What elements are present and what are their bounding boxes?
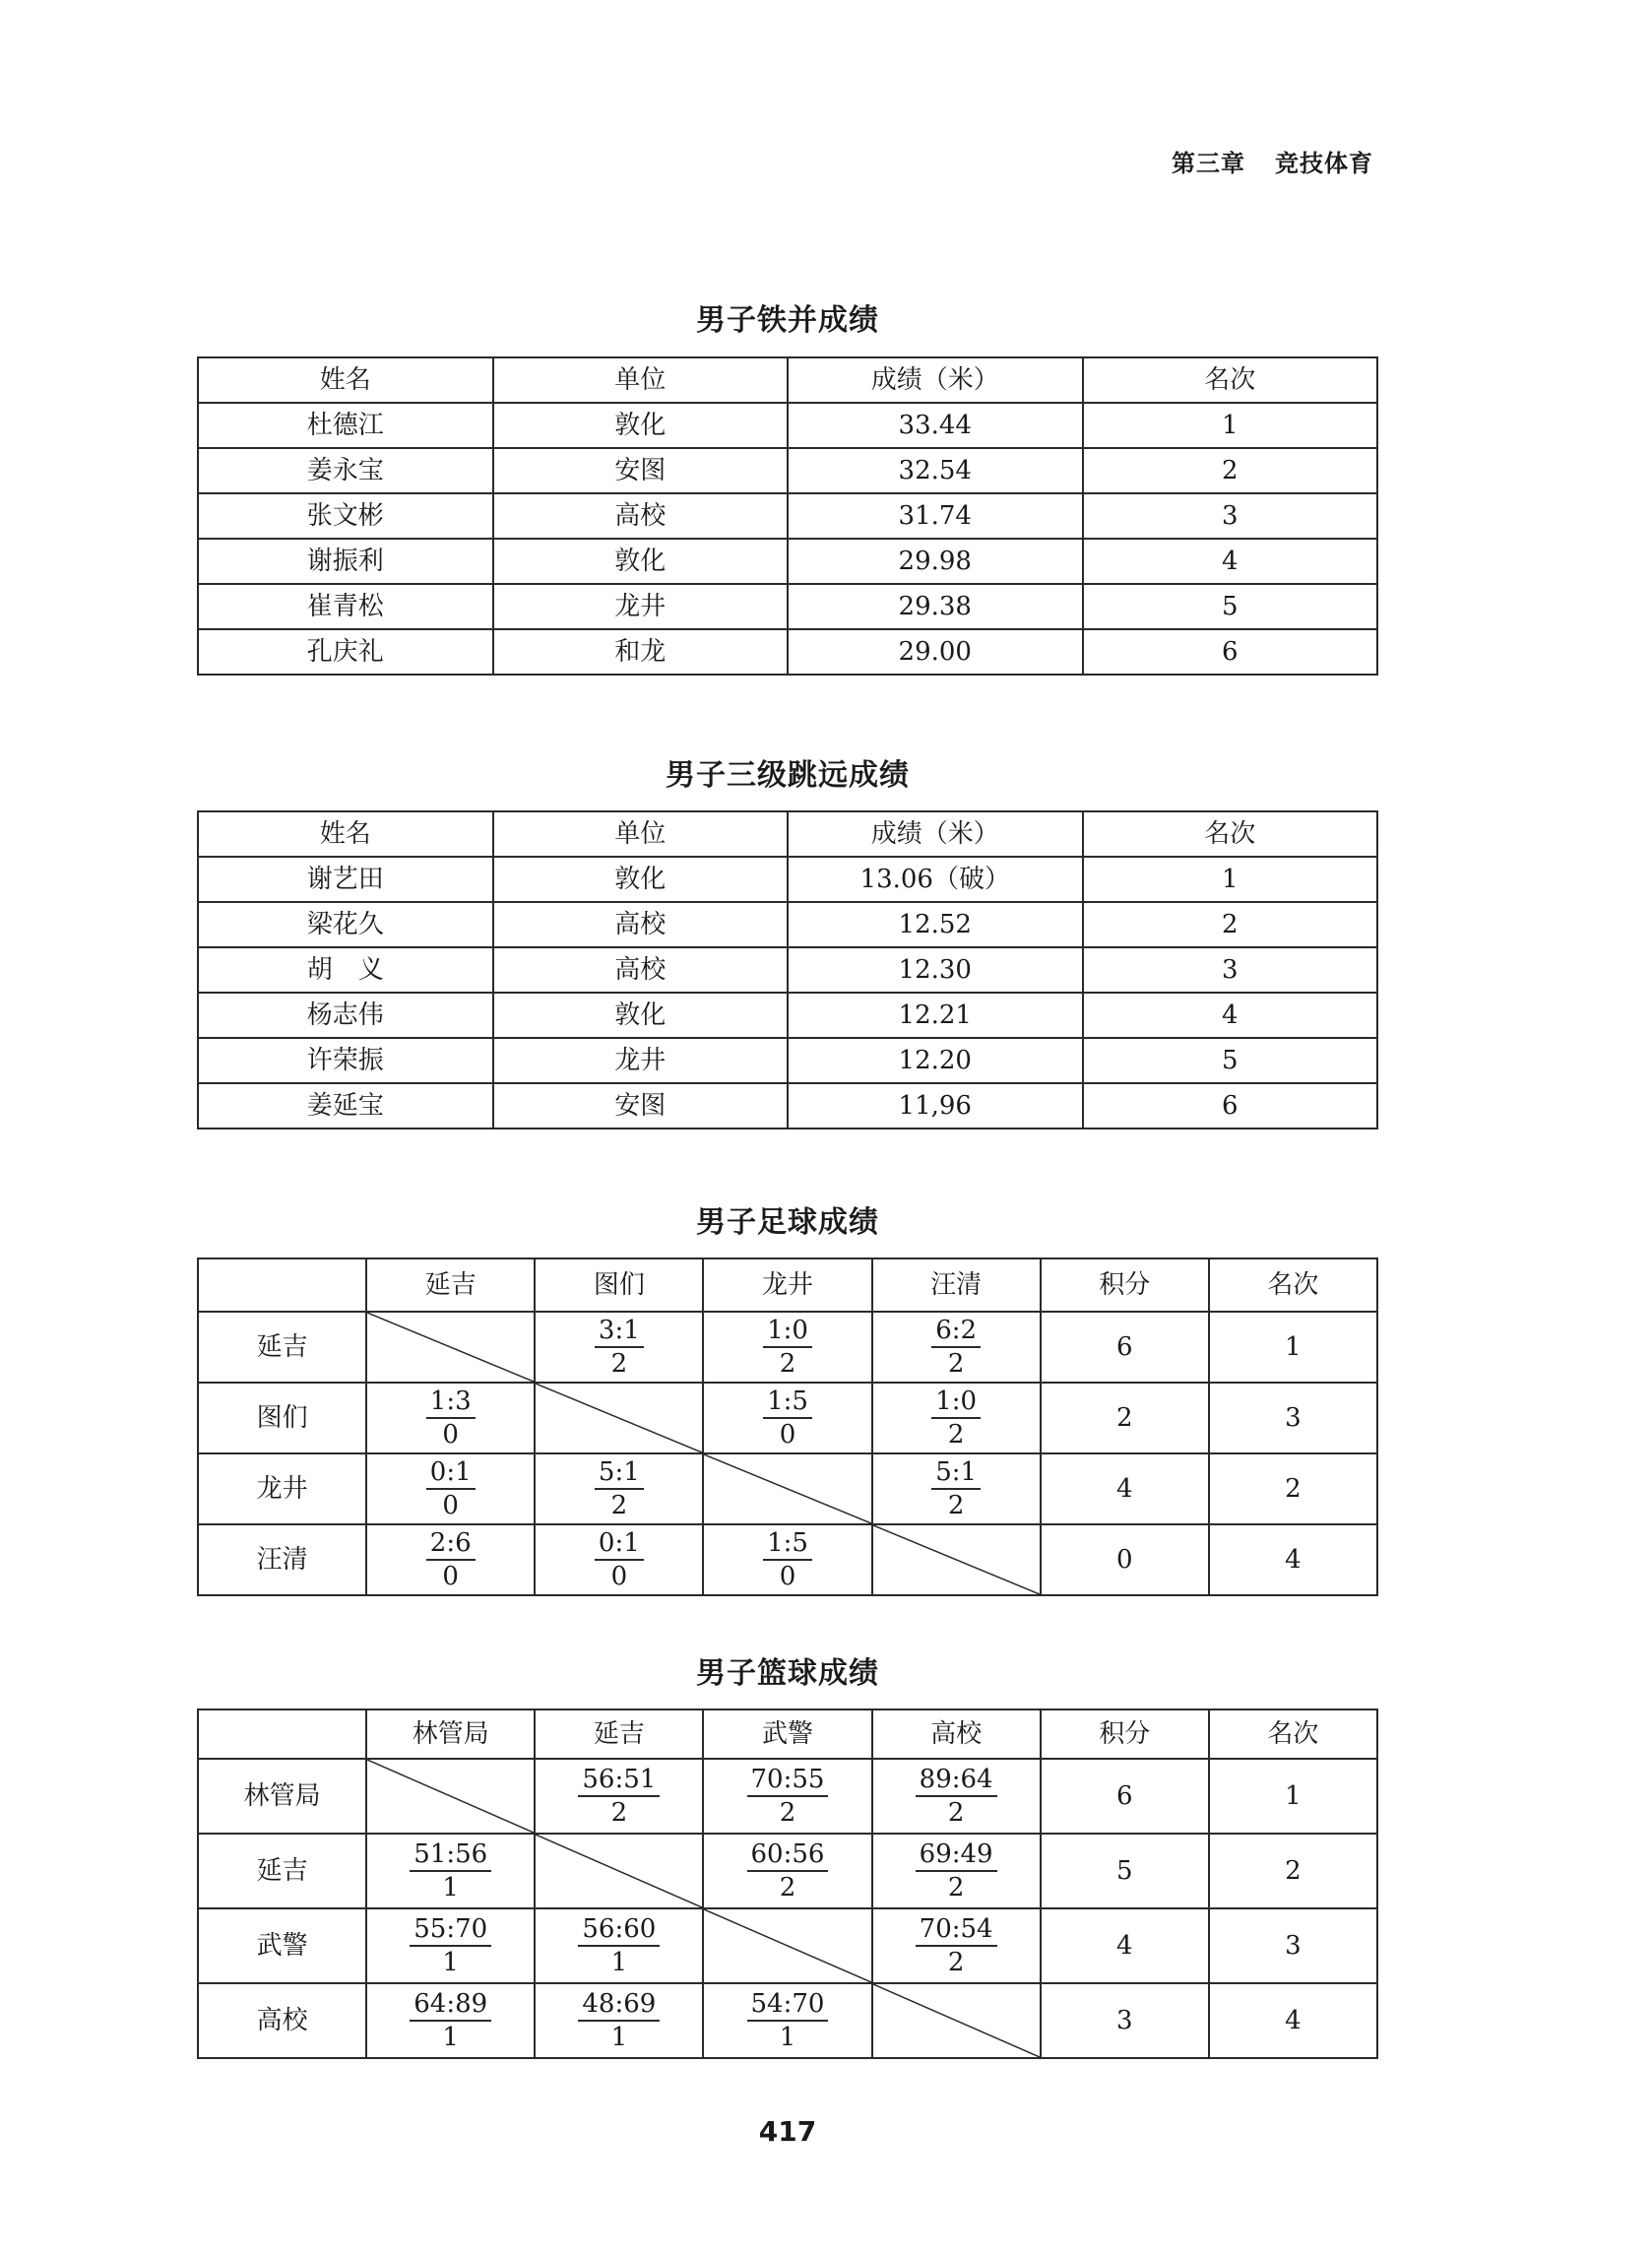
table-cell: 3 xyxy=(1083,493,1378,539)
table-cell: 敦化 xyxy=(493,857,789,902)
table-row xyxy=(198,902,1377,947)
team-name: 汪清 xyxy=(198,1524,366,1595)
page-number: 417 xyxy=(758,2115,817,2148)
table-row xyxy=(198,1038,1377,1083)
table-row xyxy=(198,629,1377,675)
match-score: 1:3 xyxy=(426,1388,476,1419)
column-header: 高校 xyxy=(872,1709,1041,1759)
match-points: 2 xyxy=(947,1349,965,1379)
table-cell: 许荣振 xyxy=(198,1038,493,1083)
table-row xyxy=(198,1983,1377,2058)
final-rank: 2 xyxy=(1209,1834,1377,1908)
match-points: 1 xyxy=(610,2023,628,2052)
shot-put-table xyxy=(197,356,1378,676)
score-cell xyxy=(872,1759,1041,1834)
table-cell: 杜德江 xyxy=(198,403,493,448)
score-cell xyxy=(703,1312,871,1383)
table-cell: 29.98 xyxy=(788,539,1083,584)
match-points: 2 xyxy=(779,1349,796,1379)
table-cell: 29.38 xyxy=(788,584,1083,629)
match-score: 54:70 xyxy=(747,1991,829,2022)
table-row xyxy=(198,947,1377,993)
table-cell: 梁花久 xyxy=(198,902,493,947)
diagonal-cell xyxy=(366,1312,535,1383)
table-cell: 和龙 xyxy=(493,629,789,675)
match-points: 2 xyxy=(947,1491,965,1520)
table-cell: 4 xyxy=(1083,993,1378,1038)
total-points: 4 xyxy=(1041,1908,1209,1983)
table-cell: 6 xyxy=(1083,1083,1378,1128)
column-header: 名次 xyxy=(1083,357,1378,403)
column-header: 积分 xyxy=(1041,1258,1209,1312)
score-fraction xyxy=(763,1388,812,1448)
football-title: 男子足球成绩 xyxy=(696,1205,879,1240)
match-points: 0 xyxy=(779,1562,796,1591)
table-cell: 张文彬 xyxy=(198,493,493,539)
match-score: 1:0 xyxy=(931,1388,981,1419)
match-score: 56:51 xyxy=(578,1767,660,1797)
score-cell xyxy=(366,1834,535,1908)
table-cell: 12.21 xyxy=(788,993,1083,1038)
table-row xyxy=(198,1908,1377,1983)
table-cell: 高校 xyxy=(493,902,789,947)
score-cell xyxy=(535,1312,703,1383)
match-points: 2 xyxy=(947,1948,965,1977)
match-score: 0:1 xyxy=(426,1459,476,1490)
match-points: 0 xyxy=(442,1562,459,1591)
triple-jump-title: 男子三级跳远成绩 xyxy=(666,758,910,793)
table-cell: 12.52 xyxy=(788,902,1083,947)
team-name: 高校 xyxy=(198,1983,366,2058)
table-cell: 4 xyxy=(1083,539,1378,584)
score-fraction xyxy=(578,1916,660,1975)
table-row xyxy=(198,993,1377,1038)
basketball-table xyxy=(197,1709,1378,2059)
match-points: 2 xyxy=(779,1873,796,1902)
match-points: 2 xyxy=(610,1349,628,1379)
table-cell: 杨志伟 xyxy=(198,993,493,1038)
match-score: 89:64 xyxy=(916,1767,997,1797)
table-header-row xyxy=(198,1709,1377,1759)
match-score: 1:5 xyxy=(763,1388,812,1419)
triple-jump-table xyxy=(197,810,1378,1129)
diagonal-cell xyxy=(703,1908,871,1983)
table-header-row xyxy=(198,357,1377,403)
score-fraction xyxy=(426,1388,476,1448)
column-header: 延吉 xyxy=(535,1709,703,1759)
match-score: 48:69 xyxy=(578,1991,660,2022)
basketball-title: 男子篮球成绩 xyxy=(696,1656,879,1691)
table-cell: 安图 xyxy=(493,1083,789,1128)
score-fraction xyxy=(931,1459,981,1518)
diagonal-cell xyxy=(872,1983,1041,2058)
table-cell: 2 xyxy=(1083,902,1378,947)
table-cell: 11,96 xyxy=(788,1083,1083,1128)
column-header: 姓名 xyxy=(198,811,493,857)
score-fraction xyxy=(916,1767,997,1826)
score-cell xyxy=(366,1908,535,1983)
match-points: 2 xyxy=(947,1873,965,1902)
column-header: 林管局 xyxy=(366,1709,535,1759)
table-row xyxy=(198,539,1377,584)
score-fraction xyxy=(916,1916,997,1975)
score-fraction xyxy=(426,1530,476,1589)
total-points: 4 xyxy=(1041,1453,1209,1524)
table-cell: 3 xyxy=(1083,947,1378,993)
column-header: 成绩（米） xyxy=(788,357,1083,403)
total-points: 3 xyxy=(1041,1983,1209,2058)
team-name: 龙井 xyxy=(198,1453,366,1524)
score-cell xyxy=(703,1383,871,1453)
match-points: 1 xyxy=(779,2023,796,2052)
table-cell: 5 xyxy=(1083,584,1378,629)
football-table xyxy=(197,1257,1378,1596)
column-header: 龙井 xyxy=(703,1258,871,1312)
score-cell xyxy=(366,1524,535,1595)
match-score: 70:54 xyxy=(916,1916,997,1947)
table-cell: 龙井 xyxy=(493,584,789,629)
final-rank: 4 xyxy=(1209,1524,1377,1595)
table-cell: 安图 xyxy=(493,448,789,493)
match-points: 0 xyxy=(779,1420,796,1450)
table-cell: 敦化 xyxy=(493,403,789,448)
diagonal-cell xyxy=(703,1453,871,1524)
total-points: 2 xyxy=(1041,1383,1209,1453)
match-points: 2 xyxy=(947,1798,965,1828)
table-cell: 1 xyxy=(1083,857,1378,902)
table-cell: 32.54 xyxy=(788,448,1083,493)
score-fraction xyxy=(763,1318,812,1377)
table-cell: 29.00 xyxy=(788,629,1083,675)
score-cell xyxy=(366,1383,535,1453)
diagonal-cell xyxy=(535,1383,703,1453)
match-score: 5:1 xyxy=(595,1459,644,1490)
score-cell xyxy=(366,1983,535,2058)
score-cell xyxy=(535,1524,703,1595)
table-cell: 敦化 xyxy=(493,993,789,1038)
match-score: 51:56 xyxy=(410,1841,491,1872)
diagonal-cell xyxy=(535,1834,703,1908)
column-header: 成绩（米） xyxy=(788,811,1083,857)
total-points: 6 xyxy=(1041,1312,1209,1383)
diagonal-cell xyxy=(872,1524,1041,1595)
table-cell: 31.74 xyxy=(788,493,1083,539)
total-points: 6 xyxy=(1041,1759,1209,1834)
score-cell xyxy=(703,1834,871,1908)
column-header: 名次 xyxy=(1083,811,1378,857)
score-cell xyxy=(535,1759,703,1834)
final-rank: 3 xyxy=(1209,1383,1377,1453)
table-row xyxy=(198,448,1377,493)
match-score: 60:56 xyxy=(747,1841,829,1872)
score-cell xyxy=(535,1908,703,1983)
score-fraction xyxy=(426,1459,476,1518)
match-points: 1 xyxy=(442,1948,459,1977)
section-label: 竞技体育 xyxy=(1275,150,1373,177)
table-cell: 12.20 xyxy=(788,1038,1083,1083)
table-cell: 胡 义 xyxy=(198,947,493,993)
score-fraction xyxy=(410,1841,491,1901)
score-fraction xyxy=(916,1841,997,1901)
table-row xyxy=(198,403,1377,448)
table-cell: 龙井 xyxy=(493,1038,789,1083)
table-cell: 姜延宝 xyxy=(198,1083,493,1128)
table-cell: 2 xyxy=(1083,448,1378,493)
table-header-row xyxy=(198,811,1377,857)
table-cell: 12.30 xyxy=(788,947,1083,993)
final-rank: 1 xyxy=(1209,1312,1377,1383)
match-score: 55:70 xyxy=(410,1916,491,1947)
column-header: 单位 xyxy=(493,811,789,857)
table-row xyxy=(198,493,1377,539)
column-header: 武警 xyxy=(703,1709,871,1759)
table-cell: 13.06（破） xyxy=(788,857,1083,902)
team-name: 图们 xyxy=(198,1383,366,1453)
column-header: 汪清 xyxy=(872,1258,1041,1312)
column-header: 积分 xyxy=(1041,1709,1209,1759)
table-row xyxy=(198,857,1377,902)
table-cell: 6 xyxy=(1083,629,1378,675)
shot-put-title: 男子铁并成绩 xyxy=(696,303,879,338)
table-row xyxy=(198,584,1377,629)
running-head xyxy=(1172,144,1373,178)
match-score: 1:0 xyxy=(763,1318,812,1348)
score-fraction xyxy=(578,1991,660,2050)
match-score: 56:60 xyxy=(578,1916,660,1947)
score-cell xyxy=(872,1834,1041,1908)
table-row xyxy=(198,1834,1377,1908)
score-cell xyxy=(872,1383,1041,1453)
column-header: 名次 xyxy=(1209,1709,1377,1759)
table-cell: 高校 xyxy=(493,947,789,993)
match-score: 6:2 xyxy=(931,1318,981,1348)
match-score: 70:55 xyxy=(747,1767,829,1797)
table-row xyxy=(198,1383,1377,1453)
column-header: 名次 xyxy=(1209,1258,1377,1312)
score-fraction xyxy=(578,1767,660,1826)
match-points: 2 xyxy=(779,1798,796,1828)
score-fraction xyxy=(595,1318,644,1377)
score-cell xyxy=(703,1759,871,1834)
team-name: 延吉 xyxy=(198,1312,366,1383)
score-fraction xyxy=(595,1459,644,1518)
score-cell xyxy=(535,1983,703,2058)
column-header: 单位 xyxy=(493,357,789,403)
team-name: 武警 xyxy=(198,1908,366,1983)
table-cell: 姜永宝 xyxy=(198,448,493,493)
score-cell xyxy=(872,1908,1041,1983)
total-points: 5 xyxy=(1041,1834,1209,1908)
score-fraction xyxy=(410,1916,491,1975)
table-row xyxy=(198,1524,1377,1595)
score-cell xyxy=(872,1312,1041,1383)
final-rank: 2 xyxy=(1209,1453,1377,1524)
table-row xyxy=(198,1083,1377,1128)
table-header-row xyxy=(198,1258,1377,1312)
match-points: 2 xyxy=(947,1420,965,1450)
table-cell: 5 xyxy=(1083,1038,1378,1083)
match-points: 0 xyxy=(610,1562,628,1591)
corner-cell xyxy=(198,1258,366,1312)
table-cell: 高校 xyxy=(493,493,789,539)
column-header: 图们 xyxy=(535,1258,703,1312)
score-fraction xyxy=(595,1530,644,1589)
match-points: 0 xyxy=(442,1491,459,1520)
match-score: 64:89 xyxy=(410,1991,491,2022)
table-row xyxy=(198,1453,1377,1524)
score-fraction xyxy=(931,1318,981,1377)
match-points: 2 xyxy=(610,1798,628,1828)
column-header: 延吉 xyxy=(366,1258,535,1312)
table-cell: 1 xyxy=(1083,403,1378,448)
table-cell: 33.44 xyxy=(788,403,1083,448)
match-points: 1 xyxy=(442,2023,459,2052)
table-cell: 敦化 xyxy=(493,539,789,584)
team-name: 延吉 xyxy=(198,1834,366,1908)
score-cell xyxy=(366,1453,535,1524)
column-header: 姓名 xyxy=(198,357,493,403)
total-points: 0 xyxy=(1041,1524,1209,1595)
table-cell: 崔青松 xyxy=(198,584,493,629)
table-cell: 谢艺田 xyxy=(198,857,493,902)
chapter-label: 第三章 xyxy=(1172,150,1245,177)
score-fraction xyxy=(763,1530,812,1589)
team-name: 林管局 xyxy=(198,1759,366,1834)
score-fraction xyxy=(747,1767,829,1826)
final-rank: 1 xyxy=(1209,1759,1377,1834)
match-points: 0 xyxy=(442,1420,459,1450)
match-score: 3:1 xyxy=(595,1318,644,1348)
table-cell: 谢振利 xyxy=(198,539,493,584)
table-row xyxy=(198,1312,1377,1383)
score-cell xyxy=(535,1453,703,1524)
corner-cell xyxy=(198,1709,366,1759)
match-points: 2 xyxy=(610,1491,628,1520)
match-score: 69:49 xyxy=(916,1841,997,1872)
final-rank: 4 xyxy=(1209,1983,1377,2058)
score-fraction xyxy=(747,1841,829,1901)
final-rank: 3 xyxy=(1209,1908,1377,1983)
match-score: 2:6 xyxy=(426,1530,476,1561)
score-cell xyxy=(703,1524,871,1595)
match-score: 0:1 xyxy=(595,1530,644,1561)
match-score: 1:5 xyxy=(763,1530,812,1561)
score-cell xyxy=(703,1983,871,2058)
table-row xyxy=(198,1759,1377,1834)
match-score: 5:1 xyxy=(931,1459,981,1490)
match-points: 1 xyxy=(442,1873,459,1902)
score-fraction xyxy=(747,1991,829,2050)
match-points: 1 xyxy=(610,1948,628,1977)
table-cell: 孔庆礼 xyxy=(198,629,493,675)
score-cell xyxy=(872,1453,1041,1524)
score-fraction xyxy=(931,1388,981,1448)
diagonal-cell xyxy=(366,1759,535,1834)
score-fraction xyxy=(410,1991,491,2050)
